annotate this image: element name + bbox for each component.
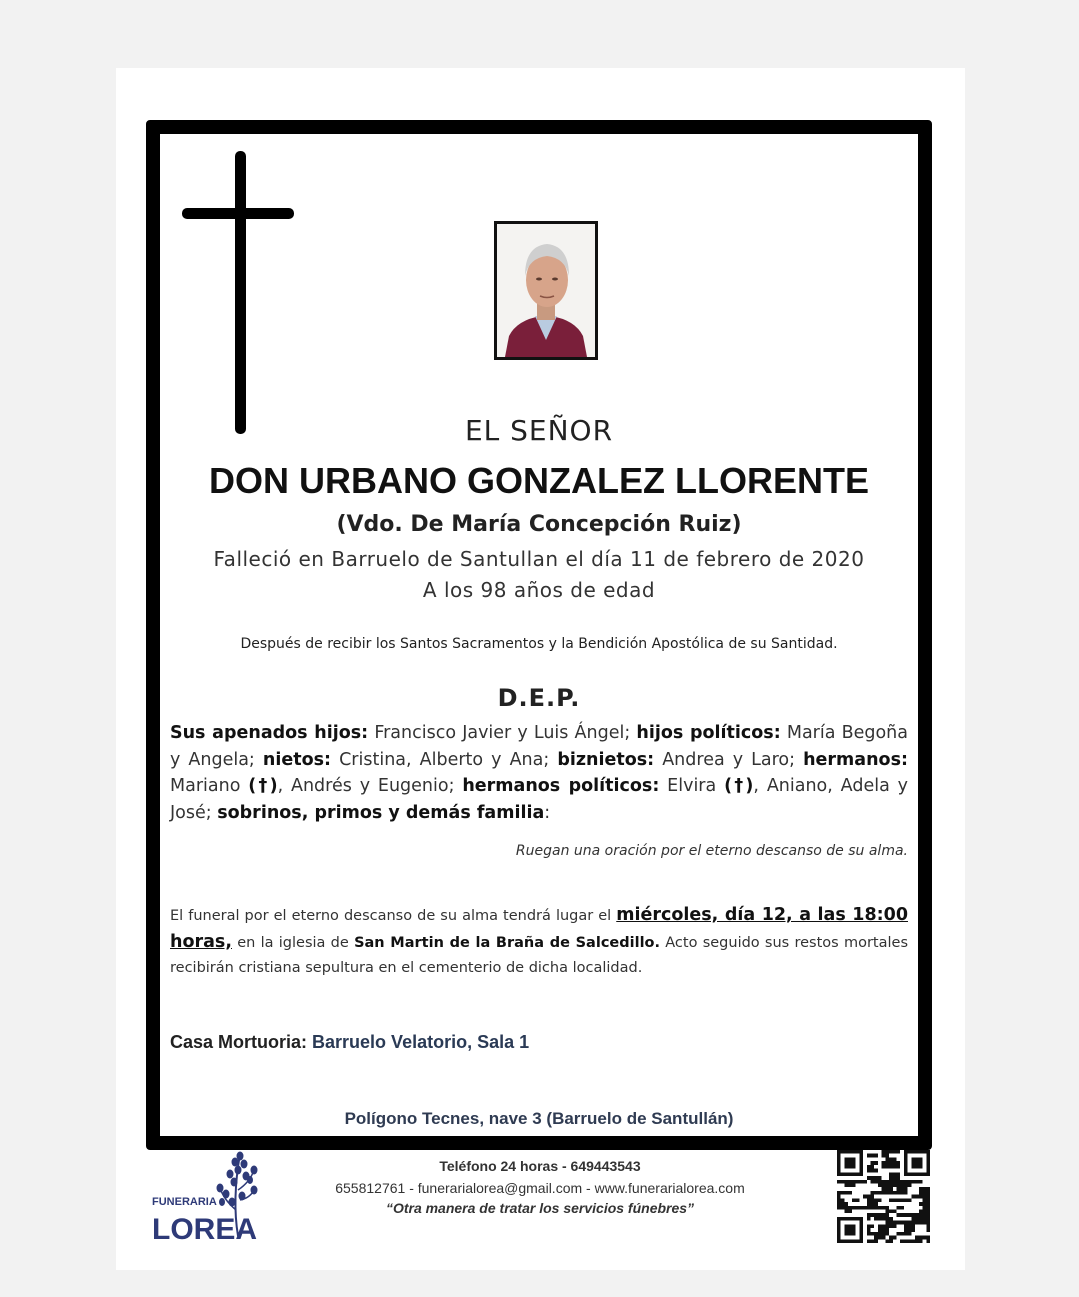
qr-code-icon[interactable] [836,1150,931,1243]
slogan: “Otra manera de tratar los servicios fúnebres” [385,1200,695,1216]
dep-heading: D.E.P. [497,684,581,712]
mortuary-info: Casa Mortuoria: Barruelo Velatorio, Sala 1 [170,1032,530,1052]
deceased-portrait [494,221,598,360]
logo-big-text: LOREA [152,1213,257,1245]
mortuary-address: Polígono Tecnes, nave 3 (Barruelo de Santullán) [344,1109,734,1128]
honorific-heading: EL SEÑOR [464,414,614,447]
family-paragraph: Sus apenados hijos: Francisco Javier y Luis Ángel; hijos políticos: María Begoña y Angela; nietos: Cristina, Alberto y Ana; biznietos: Andrea y Laro; hermanos: Mariano (†), Andrés y Eugenio; hermanos políticos: Elvira (†), Aniano, Adela y José; sobrinos, primos y demás familia: [170,723,908,823]
widower-note: (Vdo. De María Concepción Ruiz) [336,512,742,537]
mortuary-location: Barruelo Velatorio, Sala 1 [307,1032,530,1052]
phone-24h: Teléfono 24 horas - 649443543 [439,1158,641,1174]
funeraria-logo [150,1150,262,1245]
contact-line: 655812761 - funerarialorea@gmail.com - www.funerarialorea.com [335,1180,745,1196]
church-name: San Martin de la Braña de Salcedillo. [354,934,661,951]
age-notice: A los 98 años de edad [422,578,656,602]
prayer-request: Ruegan una oración por el eterno descanso de su alma. [515,843,908,859]
sacraments-note: Después de recibir los Santos Sacramentos y la Bendición Apostólica de su Santidad. [240,636,838,652]
deceased-mark: (†) [248,776,278,796]
logo-small-text: FUNERARIA [152,1196,217,1208]
death-notice: Falleció en Barruelo de Santullan el día 11 de febrero de 2020 [213,547,865,571]
funeral-paragraph: El funeral por el eterno descanso de su alma tendrá lugar el miércoles, día 12, a las 18:00 horas, en la iglesia de San Martin de la Braña de Salcedillo. Acto seguido sus restos mortales recibirán cristiana sepultura en el cementerio de dicha localidad. [170,905,908,976]
deceased-name: DON URBANO GONZALEZ LLORENTE [209,460,869,501]
deceased-mark: (†) [724,776,754,796]
funeral-datetime: miércoles, día 12, a las 18:00 horas, [170,905,908,952]
